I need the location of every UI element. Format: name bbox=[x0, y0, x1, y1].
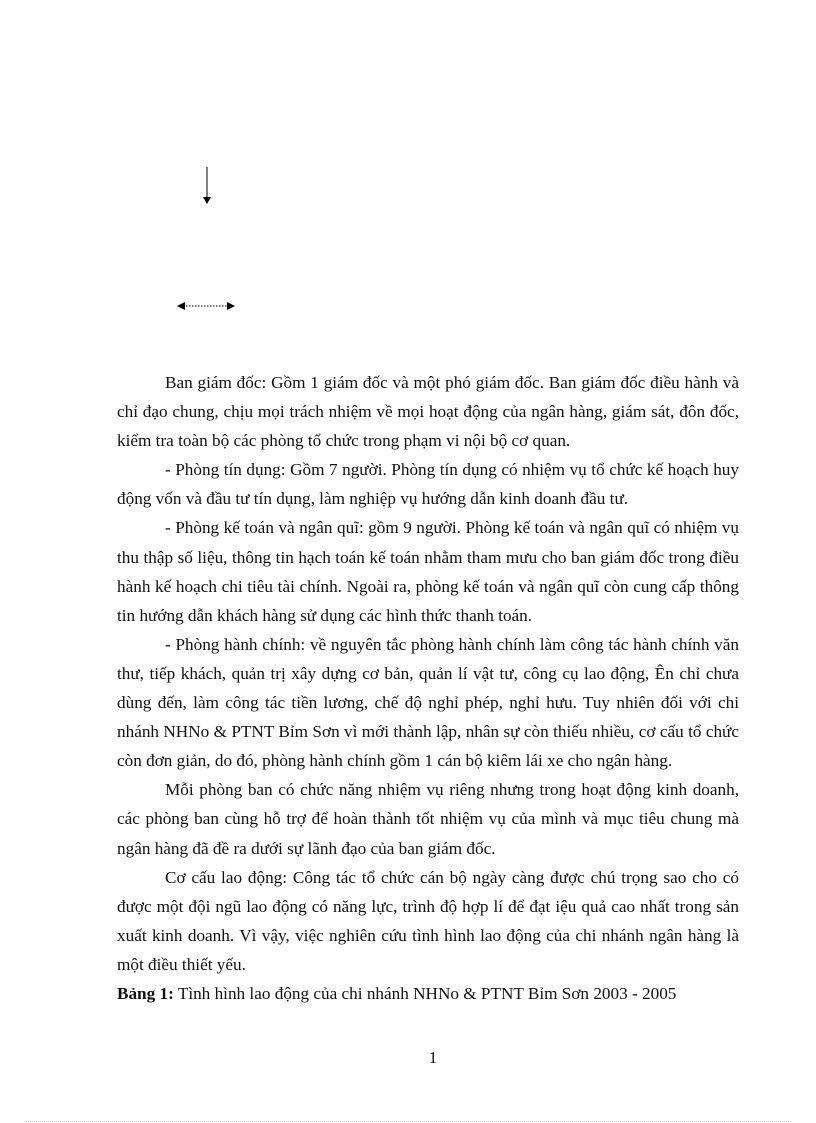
table-caption-label: Bảng 1: bbox=[117, 983, 174, 1003]
body-text bbox=[117, 368, 739, 1008]
paragraph-ban-giam-doc: Ban giám đốc: Gồm 1 giám đốc và một phó giám đốc. Ban giám đốc điều hành và chỉ đạo chung, chịu mọi trách nhiệm về mọi hoạt động của ngân hàng, giám sát, đôn đốc, kiểm tra toàn bộ các phòng tổ chức trong phạm vi nội bộ cơ quan. bbox=[117, 373, 739, 451]
double-arrow-icon bbox=[174, 299, 238, 313]
table-caption-text: Tình hình lao động của chi nhánh NHNo & PTNT Bỉm Sơn 2003 - 2005 bbox=[173, 983, 677, 1003]
page-bottom-divider bbox=[25, 1121, 791, 1122]
page-number: 1 bbox=[428, 1048, 438, 1067]
table-caption bbox=[117, 979, 739, 1008]
paragraph-phong-ke-toan: - Phòng kế toán và ngân quĩ: gồm 9 người. Phòng kế toán và ngân quĩ có nhiệm vụ thu thập số liệu, thông tin hạch toán kế toán nhằm tham mưu cho ban giám đốc trong điều hành kế hoạch chi tiêu tài chính. Ngoài ra, phòng kế toán và ngân quĩ còn cung cấp thông tin hướng dẫn khách hàng sử dụng các hình thức thanh toán. bbox=[117, 518, 739, 625]
paragraph-co-cau-lao-dong: Cơ cấu lao động: Công tác tổ chức cán bộ ngày càng được chú trọng sao cho có được một đội ngũ lao động có năng lực, trình độ hợp lí để đạt iệu quả cao nhất trong sản xuất kinh doanh. Vì vậy, việc nghiên cứu tình hình lao động của chi nhánh ngân hàng là một điều thiết yếu. bbox=[117, 867, 739, 974]
paragraph-phong-hanh-chinh: - Phòng hành chính: về nguyên tắc phòng hành chính làm công tác hành chính văn thư, tiếp khách, quản trị xây dựng cơ bản, quản lí vật tư, công cụ lao động, Ên chỉ chưa dùng đến, làm công tác tiền lương, chế độ nghỉ phép, nghỉ hưu. Tuy nhiên đối với chi nhánh NHNo & PTNT Bỉm Sơn vì mới thành lập, nhân sự còn thiếu nhiều, cơ cấu tổ chức còn đơn giản, do đó, phòng hành chính gồm 1 cán bộ kiêm lái xe cho ngân hàng. bbox=[117, 634, 739, 771]
arrow-down-icon bbox=[200, 167, 214, 205]
paragraph-phong-ban: Mỗi phòng ban có chức năng nhiệm vụ riêng nhưng trong hoạt động kinh doanh, các phòng ban cùng hỗ trợ để hoàn thành tốt nhiệm vụ của mình và mục tiêu chung mà ngân hàng đã đề ra dưới sự lãnh đạo của ban giám đốc. bbox=[117, 780, 739, 858]
paragraph-phong-tin-dung: - Phòng tín dụng: Gồm 7 người. Phòng tín dụng có nhiệm vụ tổ chức kế hoạch huy động vốn và đầu tư tín dụng, làm nghiệp vụ hướng dẫn kinh doanh đầu tư. bbox=[117, 460, 739, 509]
